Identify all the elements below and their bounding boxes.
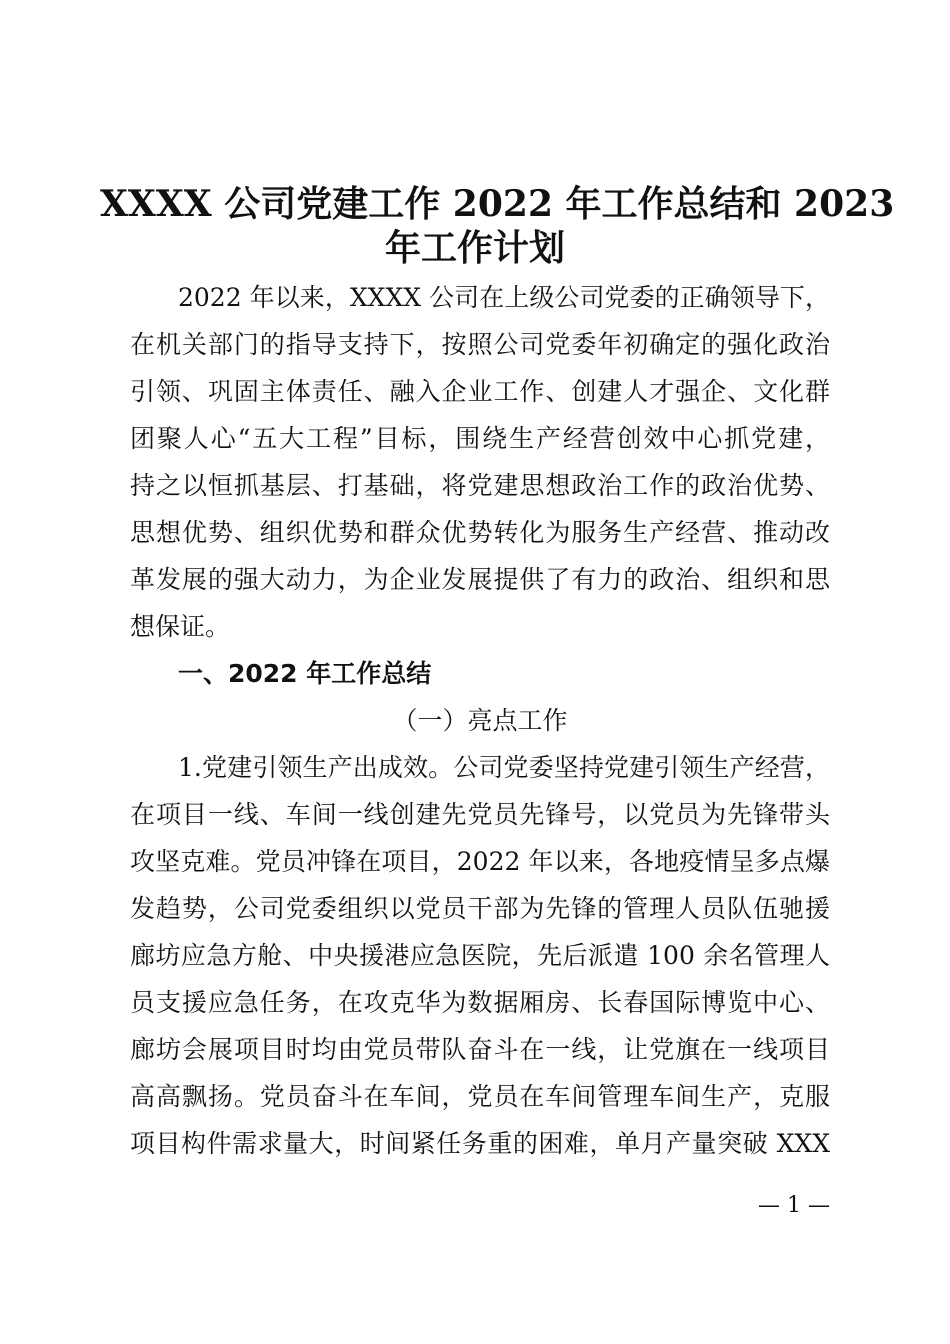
item-paragraph-line: 员支援应急任务，在攻克华为数据厢房、长春国际博览中心、	[130, 988, 830, 1017]
item-paragraph-line: 廊坊会展项目时均由党员带队奋斗在一线，让党旗在一线项目	[130, 1035, 830, 1064]
item-paragraph-line: 1.党建引领生产出成效。公司党委坚持党建引领生产经营，	[178, 753, 830, 782]
intro-paragraph-line: 2022 年以来，XXXX 公司在上级公司党委的正确领导下，	[178, 283, 830, 312]
intro-paragraph-line: 持之以恒抓基层、打基础，将党建思想政治工作的政治优势、	[130, 471, 830, 500]
intro-paragraph-line: 在机关部门的指导支持下，按照公司党委年初确定的强化政治	[130, 330, 830, 359]
subsection-heading: （一）亮点工作	[392, 706, 568, 735]
section-heading: 一、2022 年工作总结	[178, 659, 432, 688]
intro-paragraph-line: 引领、巩固主体责任、融入企业工作、创建人才强企、文化群	[130, 377, 830, 406]
intro-paragraph-line: 想保证。	[130, 612, 231, 641]
item-paragraph-line: 攻坚克难。党员冲锋在项目，2022 年以来，各地疫情呈多点爆	[130, 847, 830, 876]
document-title-line-2: 年工作计划	[384, 227, 565, 269]
item-paragraph-line: 廊坊应急方舱、中央援港应急医院，先后派遣 100 余名管理人	[130, 941, 830, 970]
intro-paragraph-line: 思想优势、组织优势和群众优势转化为服务生产经营、推动改	[130, 518, 830, 547]
item-paragraph-line: 项目构件需求量大，时间紧任务重的困难，单月产量突破 XXX	[130, 1129, 830, 1158]
item-paragraph-line: 在项目一线、车间一线创建先党员先锋号，以党员为先锋带头	[130, 800, 830, 829]
document-title-line-1: XXXX 公司党建工作 2022 年工作总结和 2023	[100, 183, 895, 225]
intro-paragraph-line: 团聚人心“五大工程”目标，围绕生产经营创效中心抓党建，	[130, 424, 830, 453]
item-paragraph-line: 发趋势，公司党委组织以党员干部为先锋的管理人员队伍驰援	[130, 894, 830, 923]
item-paragraph-line: 高高飘扬。党员奋斗在车间，党员在车间管理车间生产，克服	[130, 1082, 830, 1111]
intro-paragraph-line: 革发展的强大动力，为企业发展提供了有力的政治、组织和思	[130, 565, 830, 594]
page-number: — 1 —	[758, 1193, 830, 1218]
